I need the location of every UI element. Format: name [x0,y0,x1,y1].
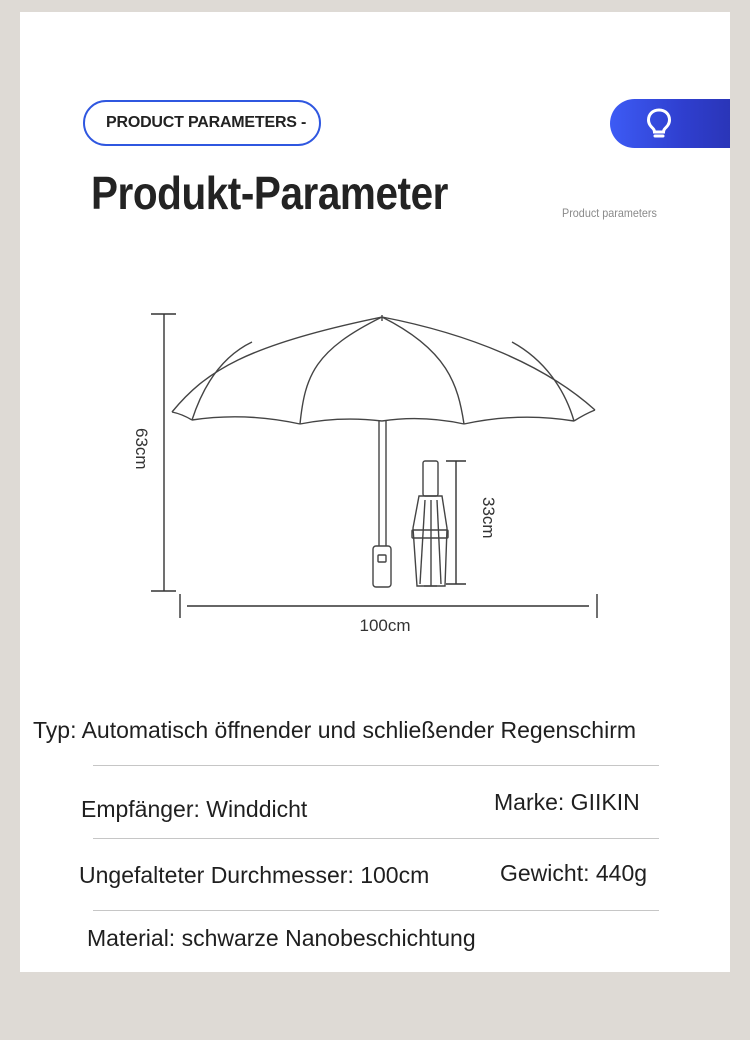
folded-height-dimension [446,461,466,584]
spec-material: Material: schwarze Nanobeschichtung [87,925,476,951]
folded-umbrella-illustration [412,461,448,586]
page-subtitle: Product parameters [562,206,657,220]
spec-receiver: Empfänger: Winddicht [81,796,308,822]
divider [93,910,659,911]
height-label: 63cm [132,428,151,470]
spec-brand: Marke: GIIKIN [494,789,640,815]
height-dimension [151,314,176,591]
divider [93,765,659,766]
spec-type: Typ: Automatisch öffnender und schließender Regenschirm [33,717,637,743]
page-title: Produkt-Parameter [91,167,448,219]
width-label: 100cm [359,616,411,635]
spec-weight: Gewicht: 440g [500,860,648,886]
spec-diameter: Ungefalteter Durchmesser: 100cm [79,862,430,888]
open-umbrella-illustration [172,315,595,587]
divider [93,838,659,839]
width-dimension [180,594,597,618]
folded-height-label: 33cm [479,497,498,539]
badge-label: PRODUCT PARAMETERS - [106,114,307,131]
